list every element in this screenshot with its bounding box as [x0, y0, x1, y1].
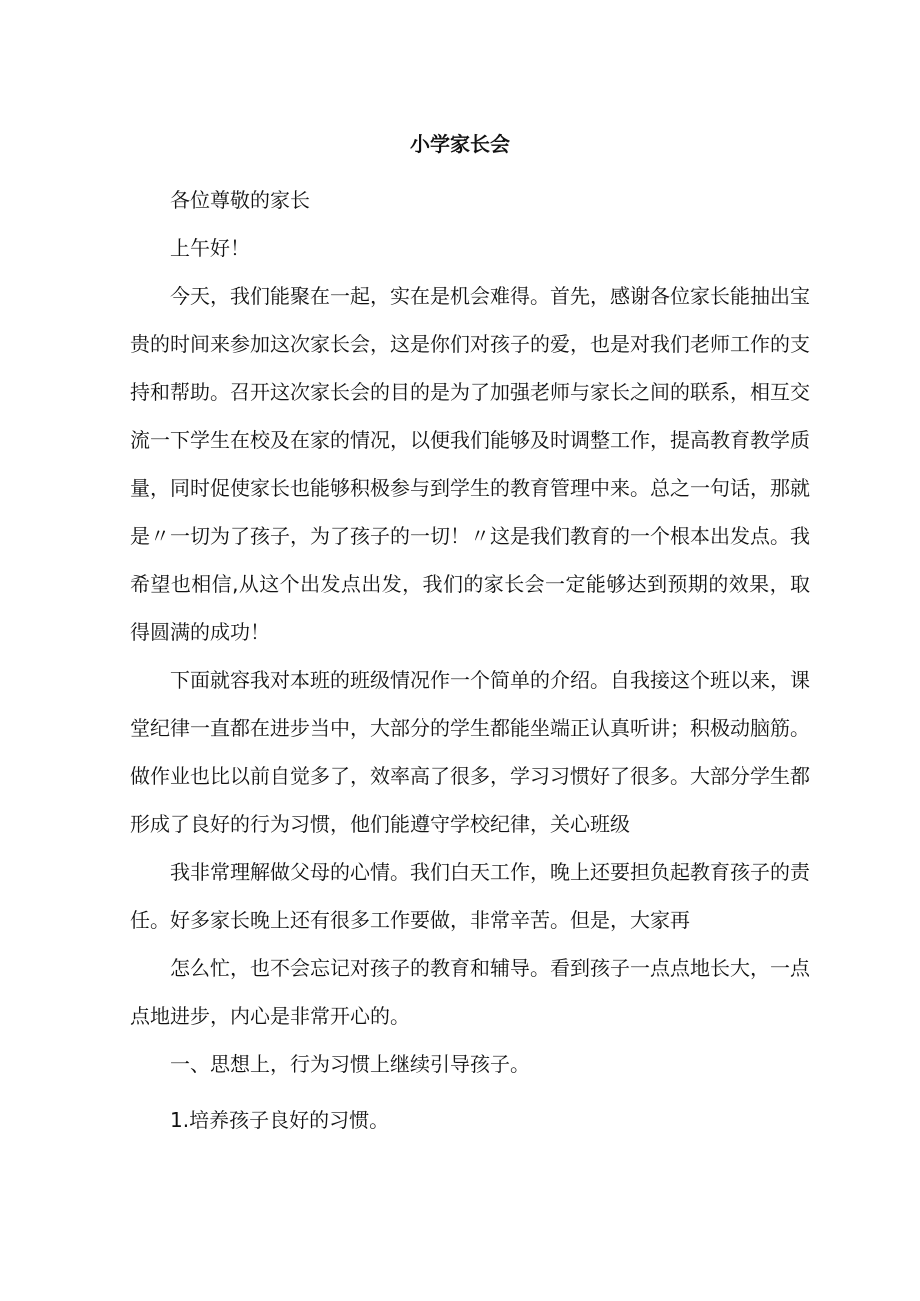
paragraph-continuation: 怎么忙，也不会忘记对孩子的教育和辅导。看到孩子一点点地长大，一点点地进步，内心是非常开心的。: [130, 956, 810, 1028]
paragraph-parent-understanding: 我非常理解做父母的心情。我们白天工作，晚上还要担负起教育孩子的责任。好多家长晚上还有很多工作要做，非常辛苦。但是，大家再: [130, 860, 810, 932]
paragraph-class-situation: 下面就容我对本班的班级情况作一个简单的介绍。自我接这个班以来，课堂纪律一直都在进步当中，大部分的学生都能坐端正认真听讲；积极动脑筋。做作业也比以前自觉多了，效率高了很多，学习习惯好了很多。大部分学生都形成了良好的行为习惯，他们能遵守学校纪律，关心班级: [130, 668, 810, 836]
section-heading: 一、思想上，行为习惯上继续引导孩子。: [170, 1052, 530, 1076]
salutation: 各位尊敬的家长: [170, 188, 310, 212]
paragraph-introduction: 今天，我们能聚在一起，实在是机会难得。首先，感谢各位家长能抽出宝贵的时间来参加这次家长会，这是你们对孩子的爱，也是对我们老师工作的支持和帮助。召开这次家长会的目的是为了加强老师与家长之间的联系，相互交流一下学生在校及在家的情况，以便我们能够及时调整工作，提高教育教学质量，同时促使家长也能够积极参与到学生的教育管理中来。总之一句话，那就是〃一切为了孩子，为了孩子的一切！〃这是我们教育的一个根本出发点。我希望也相信,从这个出发点出发，我们的家长会一定能够达到预期的效果，取得圆满的成功！: [130, 284, 810, 644]
document-body: [130, 176, 810, 1144]
greeting: 上午好！: [170, 236, 250, 260]
list-item: 1.培养孩子良好的习惯。: [170, 1108, 390, 1132]
document-title: 小学家长会: [410, 132, 510, 156]
